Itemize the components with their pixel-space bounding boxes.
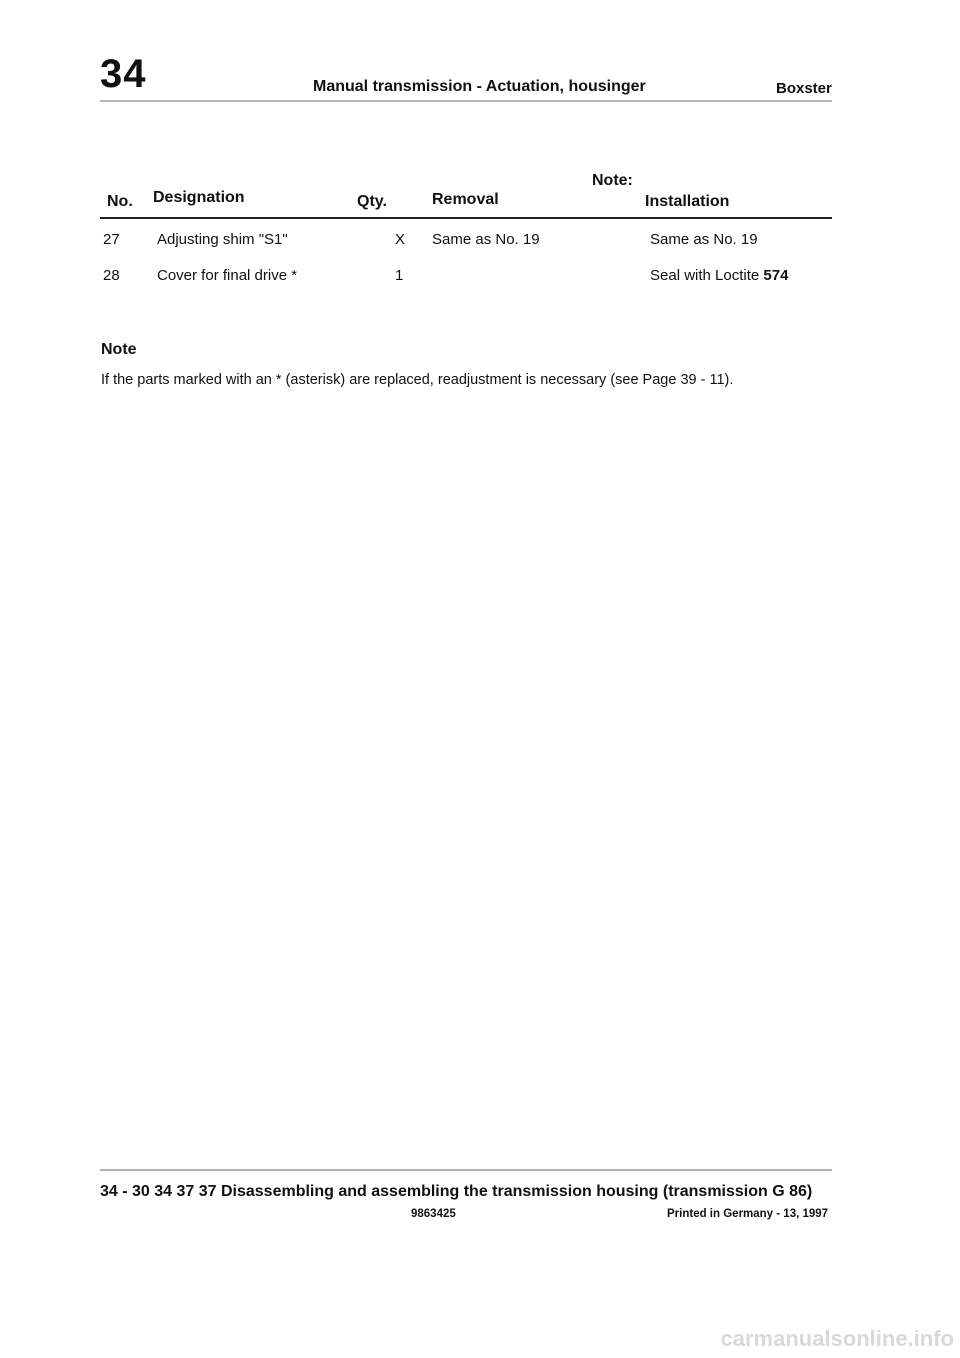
footer-print-info: Printed in Germany - 13, 1997 (667, 1208, 829, 1220)
watermark (0, 1326, 960, 1352)
footer-title: 34 - 30 34 37 37 Disassembling and assembling the transmission housing (transmission G 86) (100, 1183, 813, 1200)
row-installation (650, 231, 758, 248)
column-header-qty: Qty. (357, 193, 387, 210)
column-header-removal: Removal (432, 191, 499, 208)
column-header-designation: Designation (153, 189, 245, 206)
note-heading: Note (101, 341, 137, 358)
row-number: 27 (103, 231, 120, 248)
footer-divider (100, 1169, 832, 1171)
row-designation: Adjusting shim "S1" (157, 231, 288, 248)
row-installation-text: Same as No. 19 (650, 231, 758, 248)
column-header-note: Note: (592, 172, 633, 189)
row-designation: Cover for final drive * (157, 267, 298, 284)
column-header-installation: Installation (645, 193, 730, 210)
table-header-divider (100, 217, 832, 219)
chapter-number: 34 (100, 52, 147, 96)
row-installation (650, 267, 788, 284)
page-header-model: Boxster (776, 80, 832, 97)
footer-doc-number: 9863425 (411, 1208, 456, 1220)
watermark-text: carmanualsonline.info (720, 1326, 954, 1351)
note-text: If the parts marked with an * (asterisk) are replaced, readjustment is necessary (see Page 39 - 11). (101, 372, 734, 388)
row-installation-text: Seal with Loctite (650, 267, 764, 284)
row-removal: Same as No. 19 (432, 231, 540, 248)
header-divider (100, 100, 832, 102)
row-qty: 1 (395, 267, 404, 284)
page-header-title: Manual transmission - Actuation, housinger (313, 78, 646, 95)
column-header-no: No. (107, 193, 133, 210)
row-number: 28 (103, 267, 120, 284)
row-qty: X (395, 231, 406, 248)
row-installation-bold: 574 (763, 267, 789, 284)
